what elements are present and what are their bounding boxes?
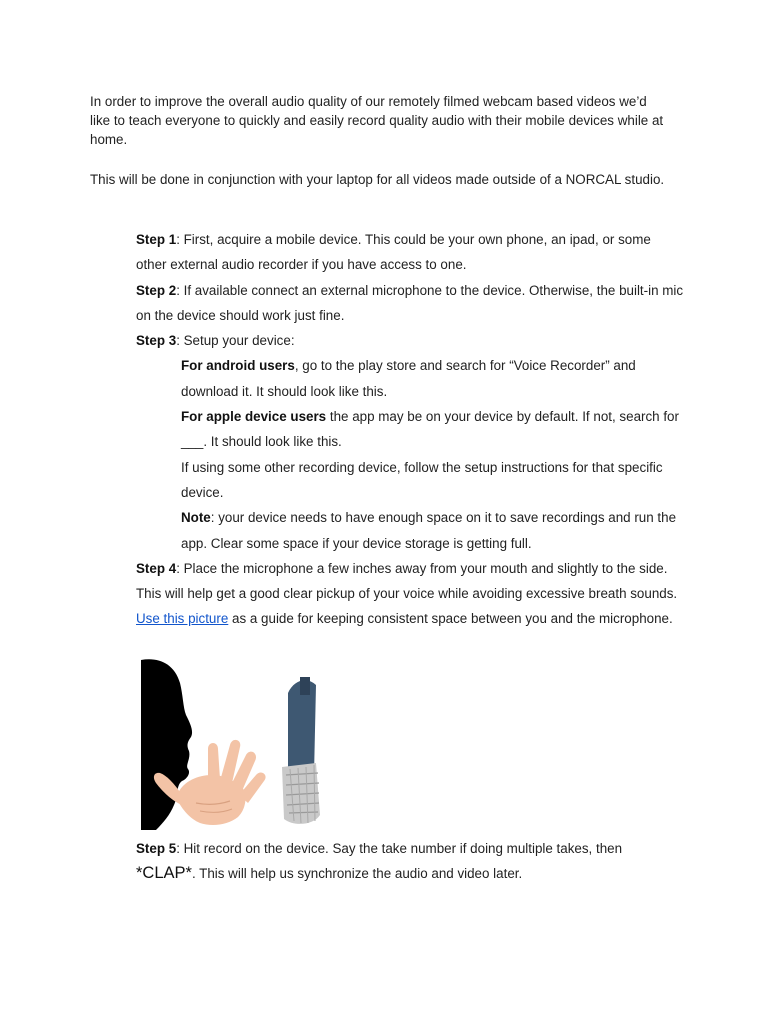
- step-5-text-b: . This will help us synchronize the audio and video later.: [191, 866, 523, 882]
- intro-paragraph-2: This will be done in conjunction with your laptop for all videos made outside of a NORCAL studio.: [90, 172, 665, 187]
- apple-instructions: [181, 404, 684, 455]
- clap-text: *CLAP*: [136, 864, 192, 883]
- step-1-label: Step 1: [136, 232, 177, 247]
- note-text: : your device needs to have enough space on it to save recordings and run the app. Clear some space if your device storage is getting full.: [181, 510, 677, 551]
- other-device-instructions: If using some other recording device, follow the setup instructions for that specific device.: [181, 459, 663, 500]
- step-3: [136, 328, 684, 353]
- microphone-distance-illustration-icon: [138, 655, 320, 830]
- step-3-text: : Setup your device:: [176, 333, 295, 349]
- step-4-text-b: as a guide for keeping consistent space between you and the microphone.: [228, 611, 673, 627]
- storage-note: [181, 505, 684, 556]
- step-1-text: : First, acquire a mobile device. This could be your own phone, an ipad, or some other external audio recorder if you have access to one.: [136, 232, 651, 273]
- step-2: [136, 278, 684, 329]
- step-5-text: : Hit record on the device. Say the take number if doing multiple takes, then: [176, 841, 623, 856]
- intro-paragraph-1: In order to improve the overall audio quality of our remotely filmed webcam based videos we’d like to teach everyone to quickly and easily record quality audio with their mobile devices while at home.: [90, 94, 664, 147]
- step-5-block: [136, 836, 696, 887]
- step-5: [136, 836, 696, 861]
- step-4-text-a: : Place the microphone a few inches away from your mouth and slightly to the side. This will help get a good clear pickup of your voice while avoiding excessive breath sounds.: [136, 560, 678, 602]
- step-5-continued: [136, 861, 696, 886]
- android-instructions: [181, 353, 684, 404]
- use-this-picture-link[interactable]: Use this picture: [136, 611, 229, 627]
- step-4: [136, 556, 684, 632]
- step-4-label: Step 4: [136, 560, 177, 576]
- apple-label: For apple device users: [181, 409, 327, 425]
- android-text: , go to the play store and search for “Voice Recorder” and download it. It should look like this.: [181, 358, 636, 399]
- step-1: [136, 227, 684, 278]
- steps-list: [136, 227, 684, 632]
- step-3-label: Step 3: [136, 333, 177, 349]
- note-label: Note: [181, 510, 211, 526]
- step-5-label: Step 5: [136, 841, 177, 856]
- step-2-text: : If available connect an external microphone to the device. Otherwise, the built-in mic on the device should work just fine.: [136, 282, 684, 323]
- apple-text: the app may be on your device by default. If not, search for ___. It should look like this.: [181, 409, 679, 450]
- microphone-distance-figure: [138, 655, 320, 830]
- android-label: For android users: [181, 358, 295, 374]
- step-2-label: Step 2: [136, 282, 177, 298]
